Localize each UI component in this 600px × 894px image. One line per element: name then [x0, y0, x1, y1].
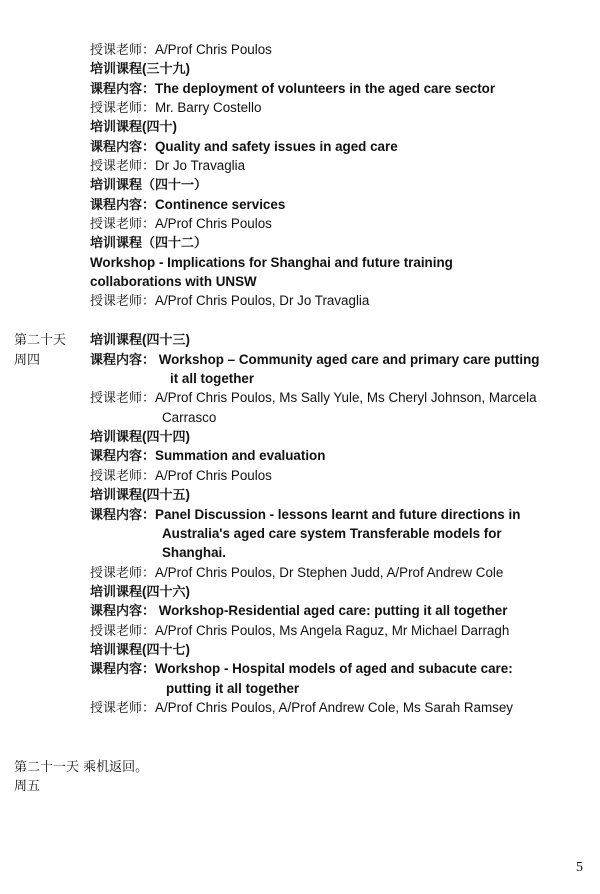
english-text: ( [142, 584, 147, 599]
text-line [90, 59, 190, 79]
text-line [90, 698, 513, 718]
english-text: ) [185, 487, 190, 502]
english-text: Summation and evaluation [155, 448, 326, 463]
english-text: A/Prof Chris Poulos, A/Prof Andrew Cole, Ms Sarah Ramsey [155, 700, 513, 715]
text-line [162, 543, 226, 562]
chinese-text: 课程内容： [90, 449, 156, 464]
english-text: ) [185, 61, 190, 76]
text-line [90, 291, 369, 311]
english-text: A/Prof Chris Poulos, Ms Sally Yule, Ms Cheryl Johnson, Marcela [155, 390, 537, 405]
english-text: Workshop-Residential aged care: putting it all together [155, 603, 508, 618]
text-line [90, 388, 537, 408]
chinese-text: 三十九 [146, 62, 186, 77]
text-line [90, 195, 285, 215]
english-text: ) [185, 642, 190, 657]
text-line [14, 350, 40, 370]
text-line [14, 757, 148, 777]
chinese-text: 培训课程（四十二） [90, 236, 208, 251]
text-line [14, 776, 40, 796]
english-text: A/Prof Chris Poulos, Dr Stephen Judd, A/Prof Andrew Cole [155, 565, 504, 580]
english-text: Continence services [155, 197, 286, 212]
text-line [90, 117, 177, 137]
chinese-text: 授课老师： [90, 701, 156, 716]
chinese-text: 培训课程 [90, 62, 143, 77]
chinese-text: 四十六 [146, 585, 186, 600]
text-line [90, 137, 398, 157]
text-line [90, 214, 272, 234]
english-text: Workshop - Hospital models of aged and subacute care: [155, 661, 513, 676]
text-line [90, 640, 190, 660]
text-line [166, 679, 299, 698]
english-text: Workshop – Community aged care and primary care putting [155, 352, 540, 367]
chinese-text: 四十五 [146, 488, 186, 503]
chinese-text: 第二十一天 乘机返回。 [14, 760, 149, 775]
text-line [90, 350, 539, 370]
text-line [90, 485, 190, 505]
chinese-text: 培训课程 [90, 643, 143, 658]
chinese-text: 课程内容： [90, 604, 156, 619]
text-line [90, 175, 207, 195]
english-text: it all together [170, 371, 255, 386]
chinese-text: 授课老师： [90, 43, 156, 58]
chinese-text: 课程内容： [90, 353, 156, 368]
chinese-text: 周四 [14, 353, 41, 368]
chinese-text: 培训课程 [90, 120, 143, 135]
chinese-text: 授课老师： [90, 624, 156, 639]
text-line [90, 427, 190, 447]
english-text: ( [142, 61, 147, 76]
english-text: Australia's aged care system Transferable models for [162, 526, 502, 541]
english-text: Shanghai. [162, 545, 226, 560]
chinese-text: 授课老师： [90, 217, 156, 232]
chinese-text: 课程内容： [90, 82, 156, 97]
text-line [90, 98, 261, 118]
chinese-text: 课程内容： [90, 508, 156, 523]
english-text: Quality and safety issues in aged care [155, 139, 398, 154]
page-number: 5 [576, 860, 583, 875]
english-text: A/Prof Chris Poulos, Ms Angela Raguz, Mr Michael Darragh [155, 623, 510, 638]
english-text: Workshop - Implications for Shanghai and future training [90, 255, 453, 270]
english-text: Dr Jo Travaglia [155, 158, 246, 173]
chinese-text: 培训课程 [90, 585, 143, 600]
english-text: A/Prof Chris Poulos, Dr Jo Travaglia [155, 293, 370, 308]
chinese-text: 授课老师： [90, 469, 156, 484]
english-text: collaborations with UNSW [90, 274, 257, 289]
text-line [90, 330, 190, 350]
text-line [90, 505, 520, 525]
text-line [90, 156, 245, 176]
english-text: Mr. Barry Costello [155, 100, 262, 115]
text-line [90, 40, 272, 60]
english-text: ) [172, 119, 177, 134]
english-text: ( [142, 119, 147, 134]
chinese-text: 授课老师： [90, 566, 156, 581]
chinese-text: 第二十天 [14, 333, 67, 348]
text-line [90, 466, 272, 486]
text-line [170, 369, 254, 388]
chinese-text: 四十四 [146, 430, 186, 445]
english-text: putting it all together [166, 681, 300, 696]
text-line [90, 621, 509, 641]
text-line [90, 659, 513, 679]
english-text: A/Prof Chris Poulos [155, 468, 272, 483]
chinese-text: 周五 [14, 779, 41, 794]
text-line [162, 524, 502, 543]
chinese-text: 授课老师： [90, 159, 156, 174]
english-text: A/Prof Chris Poulos [155, 42, 272, 57]
chinese-text: 课程内容： [90, 140, 156, 155]
chinese-text: 培训课程 [90, 430, 143, 445]
chinese-text: 四十三 [146, 333, 186, 348]
chinese-text: 授课老师： [90, 294, 156, 309]
english-text: ( [142, 332, 147, 347]
text-line [90, 272, 257, 291]
text-line [90, 601, 507, 621]
chinese-text: 授课老师： [90, 101, 156, 116]
chinese-text: 培训课程 [90, 333, 143, 348]
chinese-text: 课程内容： [90, 198, 156, 213]
english-text: ( [142, 487, 147, 502]
text-line [14, 330, 66, 350]
text-line [90, 446, 325, 466]
english-text: ( [142, 642, 147, 657]
english-text: ) [185, 429, 190, 444]
chinese-text: 授课老师： [90, 391, 156, 406]
text-line [162, 408, 216, 427]
chinese-text: 四十七 [146, 643, 186, 658]
text-line [90, 582, 190, 602]
chinese-text: 课程内容： [90, 662, 156, 677]
english-text: Carrasco [162, 410, 217, 425]
text-line [90, 233, 207, 253]
english-text: A/Prof Chris Poulos [155, 216, 272, 231]
english-text: ) [185, 584, 190, 599]
english-text: ( [142, 429, 147, 444]
chinese-text: 四十 [146, 120, 173, 135]
text-line [90, 253, 453, 272]
text-line [90, 563, 503, 583]
chinese-text: 培训课程（四十一） [90, 178, 208, 193]
english-text: The deployment of volunteers in the aged care sector [155, 81, 496, 96]
text-line [90, 79, 495, 99]
english-text: Panel Discussion - lessons learnt and future directions in [155, 507, 521, 522]
english-text: ) [185, 332, 190, 347]
chinese-text: 培训课程 [90, 488, 143, 503]
